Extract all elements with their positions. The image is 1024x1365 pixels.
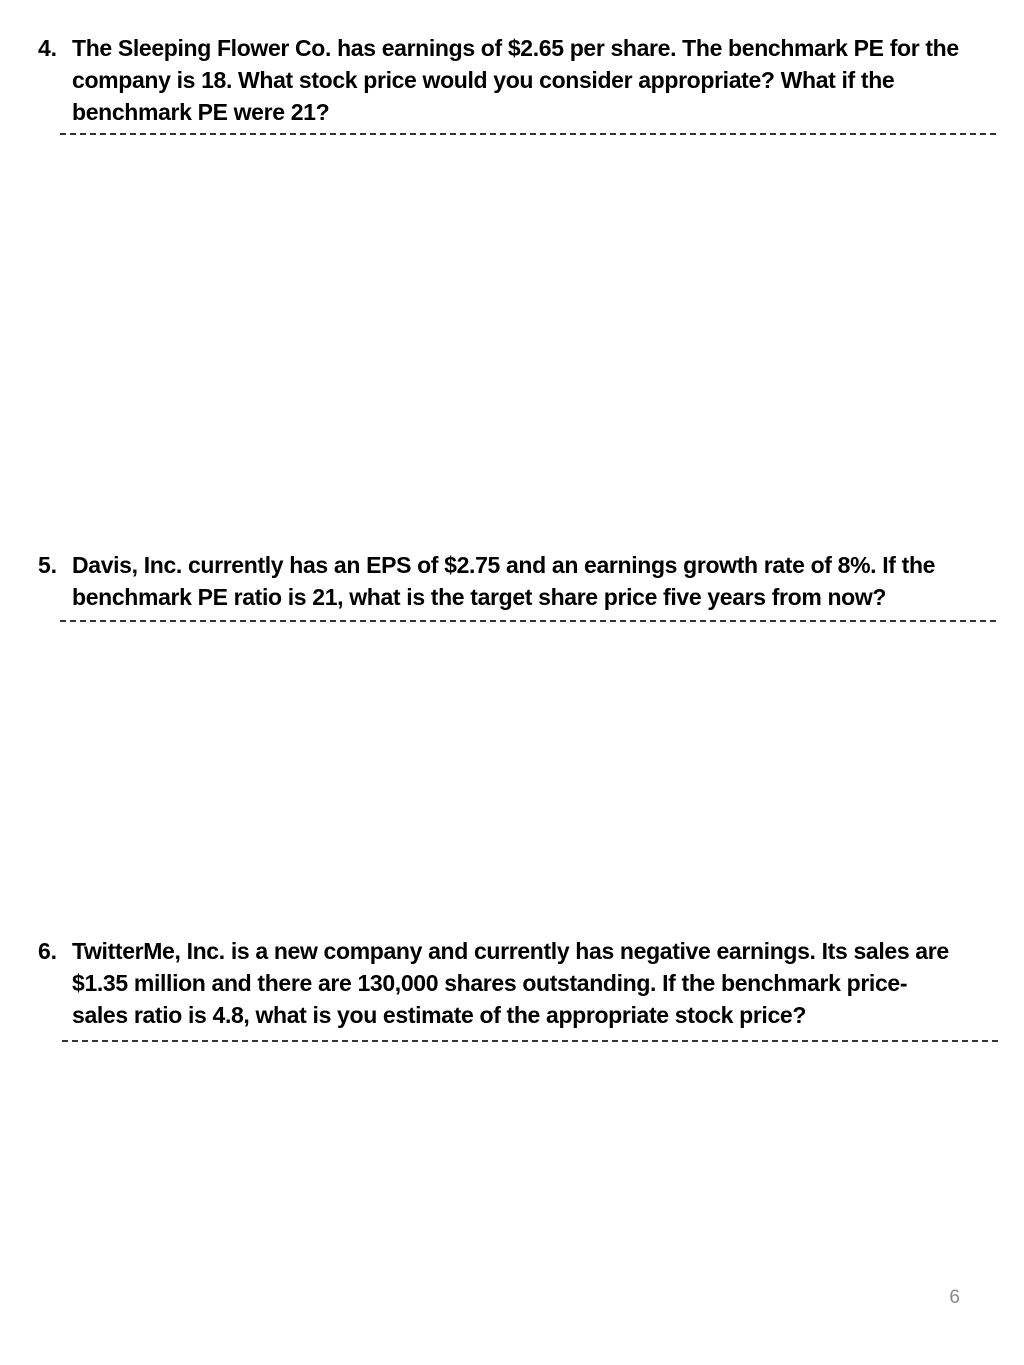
question-text-line: company is 18. What stock price would you consider appropriate? What if the — [72, 67, 895, 93]
question-text-line: benchmark PE were 21? — [72, 99, 330, 125]
question-text — [72, 549, 998, 613]
answer-divider — [60, 620, 996, 622]
question-6 — [38, 935, 998, 1031]
question-number: 5. — [38, 552, 57, 578]
answer-divider — [60, 133, 996, 135]
question-5 — [38, 549, 998, 613]
question-number: 6. — [38, 938, 57, 964]
question-text-line: Davis, Inc. currently has an EPS of $2.75 and an earnings growth rate of 8%. If the — [72, 552, 936, 578]
question-4 — [38, 32, 998, 128]
answer-divider — [62, 1040, 998, 1042]
question-text-line: sales ratio is 4.8, what is you estimate of the appropriate stock price? — [72, 1002, 807, 1028]
page-number: 6 — [949, 1287, 960, 1308]
question-text — [72, 32, 998, 128]
question-text-line: benchmark PE ratio is 21, what is the target share price five years from now? — [72, 584, 887, 610]
question-text-line: TwitterMe, Inc. is a new company and currently has negative earnings. Its sales are — [72, 938, 949, 964]
question-text-line: The Sleeping Flower Co. has earnings of $2.65 per share. The benchmark PE for the — [72, 35, 959, 61]
question-text-line: $1.35 million and there are 130,000 shares outstanding. If the benchmark price- — [72, 970, 908, 996]
question-text — [72, 935, 998, 1031]
question-number: 4. — [38, 35, 57, 61]
